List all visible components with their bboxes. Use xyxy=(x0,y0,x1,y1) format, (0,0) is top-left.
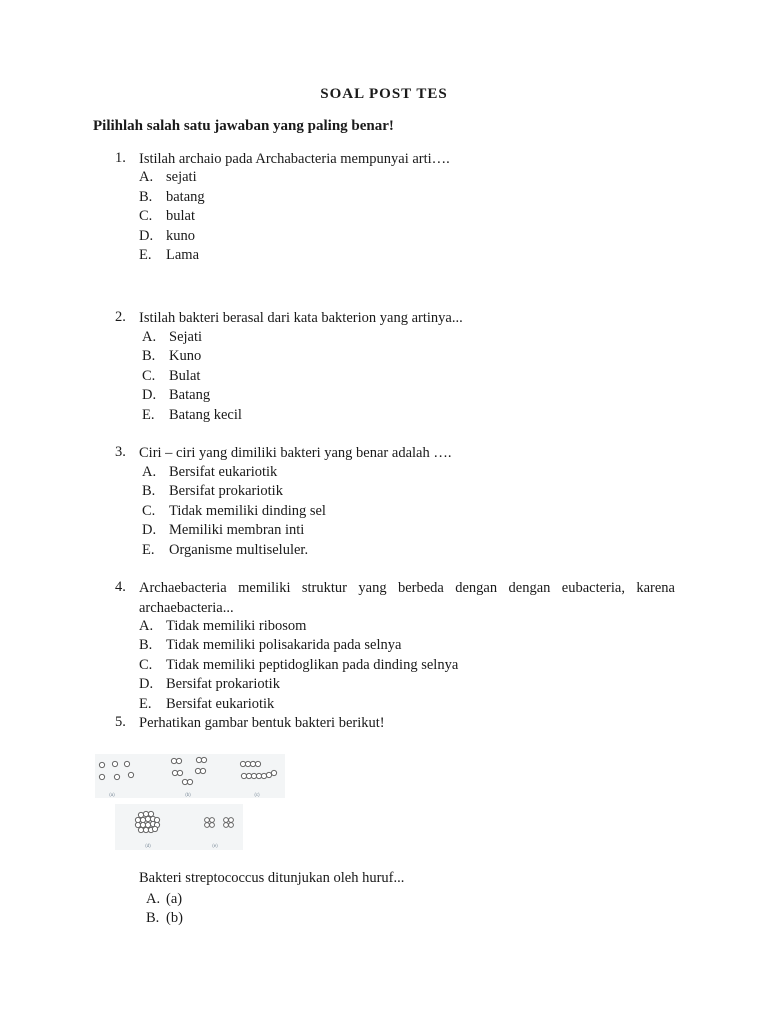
option-letter: E. xyxy=(142,406,155,423)
question-text: Archaebacteria memiliki struktur yang berbeda dengan dengan eubacteria, karena archaebacteria... xyxy=(139,580,675,616)
figure-label-c: (c) xyxy=(254,792,260,797)
option-text: kuno xyxy=(166,227,195,244)
option-letter: B. xyxy=(139,637,153,653)
option-text: Tidak memiliki polisakarida pada selnya xyxy=(166,637,402,653)
option-text: Organisme multiseluler. xyxy=(169,541,309,558)
question-text: Ciri – ciri yang dimiliki bakteri yang benar adalah …. xyxy=(139,445,452,461)
question-number: 4. xyxy=(115,579,126,595)
option-letter: A. xyxy=(146,890,161,907)
figure-panel-bottom xyxy=(115,804,243,850)
page-title: SOAL POST TES xyxy=(320,86,448,102)
option-text: batang xyxy=(166,188,205,205)
bacteria-shapes-figure xyxy=(95,752,285,852)
question-number: 1. xyxy=(115,150,126,166)
option-letter: E. xyxy=(139,695,152,712)
figure-label-e: (e) xyxy=(212,843,218,848)
figure-label-d: (d) xyxy=(145,843,151,848)
option-letter: B. xyxy=(142,483,156,499)
option-letter: B. xyxy=(139,188,153,205)
option-letter: C. xyxy=(142,367,156,384)
option-letter: D. xyxy=(139,676,154,692)
option-letter: E. xyxy=(139,247,152,263)
option-text: Bulat xyxy=(169,367,201,384)
option-text: (b) xyxy=(166,910,183,926)
question-text: Istilah bakteri berasal dari kata bakterion yang artinya... xyxy=(139,310,463,326)
option-letter: C. xyxy=(142,502,156,519)
option-letter: A. xyxy=(139,617,154,634)
option-text: Bersifat prokariotik xyxy=(169,483,283,499)
option-text: Batang xyxy=(169,387,211,403)
option-letter: D. xyxy=(142,387,157,403)
option-text: Kuno xyxy=(169,348,202,364)
question-number: 5. xyxy=(115,714,126,730)
option-text: Bersifat prokariotik xyxy=(166,676,280,692)
instruction-text: Pilihlah salah satu jawaban yang paling benar! xyxy=(93,118,394,134)
option-text: Tidak memiliki dinding sel xyxy=(169,502,326,519)
option-text: bulat xyxy=(166,208,195,224)
option-text: Tidak memiliki peptidoglikan pada dinding selnya xyxy=(166,656,459,673)
figure-label-b: (b) xyxy=(185,792,191,797)
option-letter: A. xyxy=(142,463,157,480)
option-text: Bersifat eukariotik xyxy=(166,695,275,712)
option-text: Batang kecil xyxy=(169,406,242,423)
option-text: Memiliki membran inti xyxy=(169,522,305,538)
option-text: (a) xyxy=(166,890,183,907)
figure-label-a: (a) xyxy=(109,792,115,797)
option-letter: B. xyxy=(146,910,160,926)
option-letter: A. xyxy=(142,328,157,345)
option-text: Lama xyxy=(166,247,200,263)
option-text: sejati xyxy=(166,169,197,185)
option-letter: A. xyxy=(139,169,154,185)
option-letter: C. xyxy=(139,656,153,673)
option-letter: E. xyxy=(142,541,155,558)
option-letter: D. xyxy=(139,227,154,244)
option-letter: D. xyxy=(142,522,157,538)
question-5-followup: Bakteri streptococcus ditunjukan oleh huruf... xyxy=(139,870,405,886)
question-number: 2. xyxy=(115,309,126,325)
option-letter: B. xyxy=(142,348,156,364)
question-number: 3. xyxy=(115,444,126,460)
option-letter: C. xyxy=(139,208,153,224)
question-text: Perhatikan gambar bentuk bakteri berikut! xyxy=(139,715,385,731)
option-text: Tidak memiliki ribosom xyxy=(166,617,307,634)
question-text: Istilah archaio pada Archabacteria mempunyai arti…. xyxy=(139,151,450,167)
option-text: Bersifat eukariotik xyxy=(169,463,278,480)
option-text: Sejati xyxy=(169,328,203,345)
